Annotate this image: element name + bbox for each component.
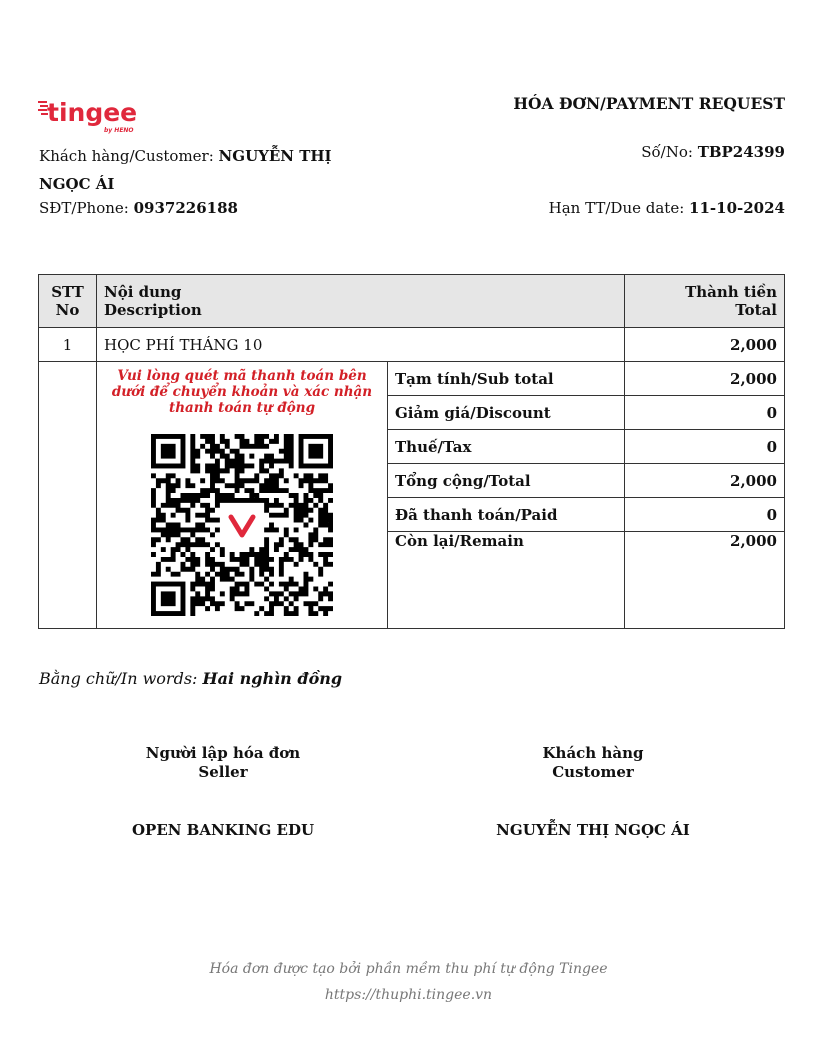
discount-value: 0 bbox=[625, 396, 785, 430]
tax-label: Thuế/Tax bbox=[388, 430, 625, 464]
footer bbox=[0, 956, 817, 1008]
seller-signature-title bbox=[108, 744, 338, 782]
seller-sub: Seller bbox=[198, 763, 248, 781]
item-total: 2,000 bbox=[625, 328, 785, 362]
words-label: Bằng chữ/In words: bbox=[39, 669, 203, 688]
seller-title: Người lập hóa đơn bbox=[145, 744, 301, 762]
customer-sig-title: Khách hàng bbox=[542, 744, 644, 762]
customer-label: Khách hàng/Customer: bbox=[39, 147, 219, 165]
remain-label: Còn lại/Remain bbox=[388, 532, 625, 629]
qr-note: Vui lòng quét mã thanh toán bên dưới để chuyển khoản và xác nhận thanh toán tự động bbox=[111, 368, 373, 416]
document-title: HÓA ĐƠN/PAYMENT REQUEST bbox=[513, 94, 785, 113]
words-value: Hai nghìn đồng bbox=[202, 669, 343, 688]
header-stt-en: No bbox=[55, 301, 80, 319]
qr-finder-pattern bbox=[151, 582, 185, 616]
number-value: TBP24399 bbox=[697, 143, 785, 161]
footer-link[interactable]: https://thuphi.tingee.vn bbox=[324, 987, 493, 1003]
table-header bbox=[39, 275, 785, 328]
discount-label: Giảm giá/Discount bbox=[388, 396, 625, 430]
header-stt bbox=[39, 275, 97, 328]
empty-stt-cell bbox=[39, 362, 97, 629]
customer-name: NGUYỄN THỊ NGỌC ÁI bbox=[39, 147, 332, 193]
paid-label: Đã thanh toán/Paid bbox=[388, 498, 625, 532]
invoice-table bbox=[38, 274, 785, 629]
paid-value: 0 bbox=[625, 498, 785, 532]
header-desc-vn: Nội dung bbox=[104, 283, 182, 301]
logo-subtext: by HENO bbox=[104, 127, 134, 134]
item-no: 1 bbox=[39, 328, 97, 362]
item-description: HỌC PHÍ THÁNG 10 bbox=[97, 328, 625, 362]
table-row bbox=[39, 328, 785, 362]
subtotal-label: Tạm tính/Sub total bbox=[388, 362, 625, 396]
phone-label: SĐT/Phone: bbox=[39, 199, 134, 217]
seller-name: OPEN BANKING EDU bbox=[131, 821, 315, 839]
payment-qr-code[interactable] bbox=[151, 434, 333, 616]
phone-value: 0937226188 bbox=[133, 199, 238, 217]
qr-finder-pattern bbox=[299, 434, 333, 468]
logo-wordmark: tingee bbox=[47, 98, 138, 127]
header-total-en: Total bbox=[735, 301, 777, 319]
tingee-logo bbox=[38, 94, 138, 136]
due-label: Hạn TT/Due date: bbox=[548, 199, 690, 217]
header-description bbox=[97, 275, 625, 328]
number-label: Số/No: bbox=[641, 143, 698, 161]
due-date bbox=[549, 198, 785, 218]
due-value: 11-10-2024 bbox=[689, 199, 785, 217]
invoice-number bbox=[641, 142, 785, 162]
header-total-vn: Thành tiền bbox=[685, 283, 777, 301]
header-total bbox=[625, 275, 785, 328]
qr-cell bbox=[97, 362, 388, 629]
remain-value: 2,000 bbox=[625, 532, 785, 629]
phone-info bbox=[39, 198, 238, 218]
footer-text: Hóa đơn được tạo bởi phần mềm thu phí tự động Tingee bbox=[209, 961, 608, 977]
header-stt-vn: STT bbox=[51, 283, 84, 301]
customer-info bbox=[39, 142, 369, 198]
qr-finder-pattern bbox=[151, 434, 185, 468]
total-value: 2,000 bbox=[625, 464, 785, 498]
amount-in-words bbox=[39, 669, 342, 688]
total-label: Tổng cộng/Total bbox=[388, 464, 625, 498]
customer-signature-name: NGUYỄN THỊ NGỌC ÁI bbox=[496, 821, 690, 839]
tax-value: 0 bbox=[625, 430, 785, 464]
customer-sig-sub: Customer bbox=[552, 763, 634, 781]
subtotal-value: 2,000 bbox=[625, 362, 785, 396]
customer-signature-title bbox=[478, 744, 708, 782]
header-desc-en: Description bbox=[104, 301, 202, 319]
summary-row-subtotal bbox=[39, 362, 785, 396]
